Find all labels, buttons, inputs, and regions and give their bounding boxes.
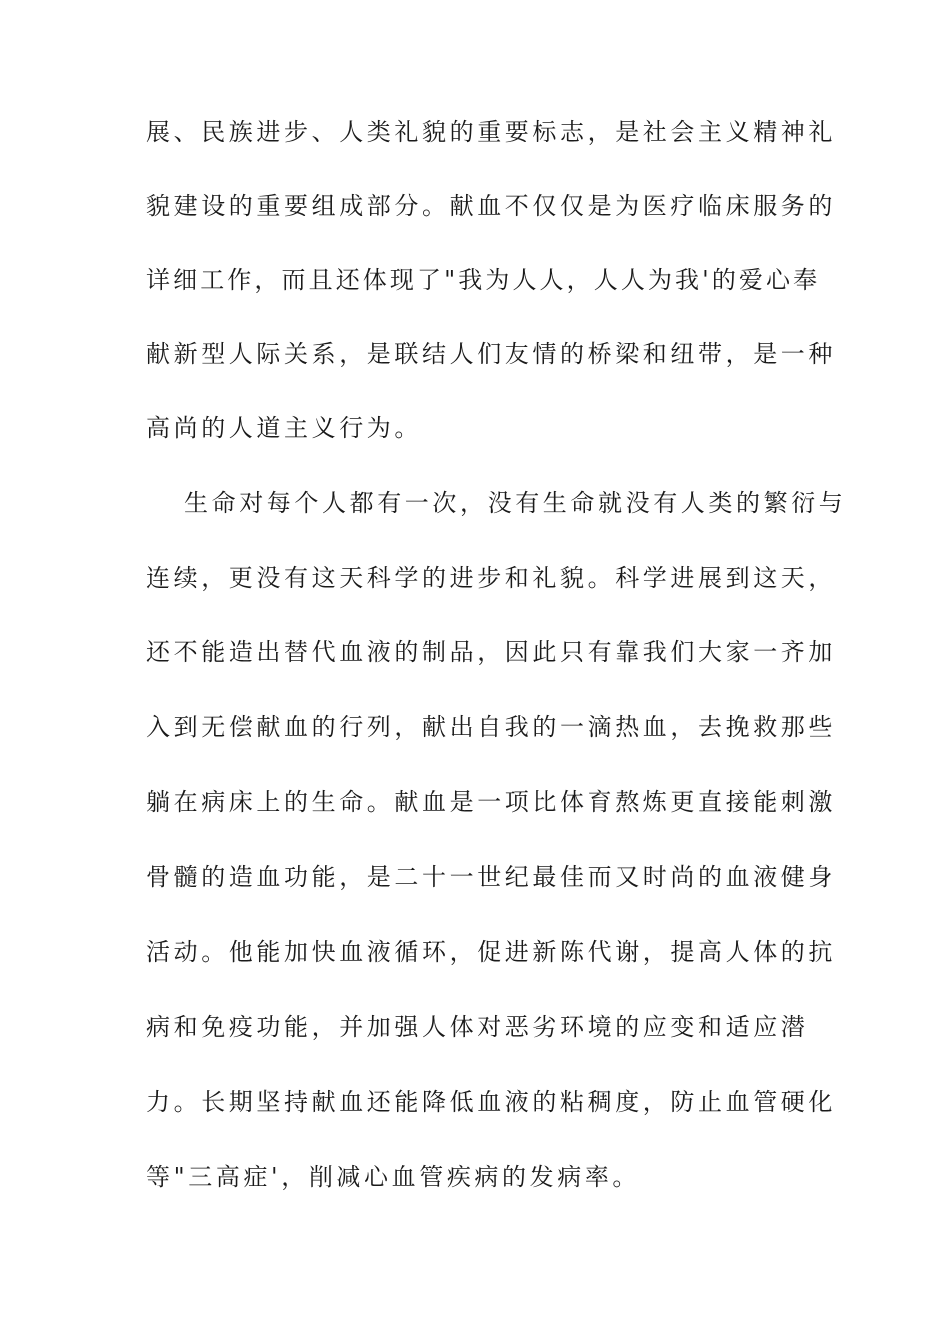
- text-line: 貌建设的重要组成部分。献血不仅仅是为医疗临床服务的: [146, 192, 836, 220]
- paragraph-first-line: 生命对每个人都有一次，没有生命就没有人类的繁衍与: [184, 489, 847, 517]
- text-line: 骨髓的造血功能，是二十一世纪最佳而又时尚的血液健身: [146, 863, 836, 891]
- text-line: 详细工作，而且还体现了"我为人人，人人为我'的爱心奉: [146, 266, 821, 294]
- text-line: 入到无偿献血的行列，献出自我的一滴热血，去挽救那些: [146, 713, 836, 741]
- text-line: 活动。他能加快血液循环，促进新陈代谢，提高人体的抗: [146, 938, 836, 966]
- text-line: 献新型人际关系，是联结人们友情的桥梁和纽带，是一种: [146, 340, 836, 368]
- text-line: 等"三高症'，削减心血管疾病的发病率。: [146, 1163, 641, 1191]
- text-line: 还不能造出替代血液的制品，因此只有靠我们大家一齐加: [146, 638, 836, 666]
- text-line: 病和免疫功能，并加强人体对恶劣环境的应变和适应潜: [146, 1013, 809, 1041]
- text-line: 高尚的人道主义行为。: [146, 414, 422, 442]
- text-line: 力。长期坚持献血还能降低血液的粘稠度，防止血管硬化: [146, 1088, 836, 1116]
- text-line: 展、民族进步、人类礼貌的重要标志，是社会主义精神礼: [146, 118, 836, 146]
- text-line: 躺在病床上的生命。献血是一项比体育熬炼更直接能刺激: [146, 788, 836, 816]
- text-line: 连续，更没有这天科学的进步和礼貌。科学进展到这天，: [146, 564, 836, 592]
